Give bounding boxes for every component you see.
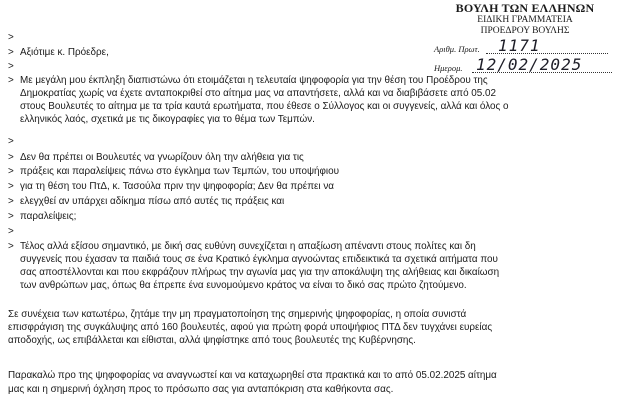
- stamp-title: ΒΟΥΛΗ ΤΩΝ ΕΛΛΗΝΩΝ: [455, 1, 595, 15]
- paragraph-4-line-3: αποδοχής, ως επιβάλλεται και είθισται, αλλά ψηφίστηκε από τους βουλευτές της Κυβέρνησης.: [8, 335, 416, 346]
- quote-marker: >: [8, 226, 14, 237]
- quote-marker: >: [8, 166, 14, 177]
- stamp-secretariat: ΕΙΔΙΚΗ ΓΡΑΜΜΑΤΕΙΑ: [477, 15, 573, 25]
- paragraph-1-line-3: στους Βουλευτές το αίτημα με τα τρία καυτά ερωτήματα, που έθεσε ο Σύλλογος και οι συγγενείς, αλλά και όλος ο: [20, 101, 509, 112]
- paragraph-4-line-1: Σε συνέχεια των κατωτέρω, ζητάμε την μη πραγματοποίηση της σημερινής ψηφοφορίας, η οποία συνιστά: [8, 309, 467, 320]
- paragraph-5-line-2: μας και η σημερινή όχληση προς το πρόσωπο σας για ανταπόκριση στα καθήκοντα σας.: [8, 384, 394, 395]
- paragraph-2-line-5: παραλείψεις;: [20, 211, 77, 222]
- quote-marker: >: [8, 47, 14, 58]
- quote-marker: >: [8, 241, 14, 252]
- stamp-office: ΠΡΟΕΔΡΟΥ ΒΟΥΛΗΣ: [480, 26, 570, 36]
- paragraph-3-line-1: Τέλος αλλά εξίσου σημαντικό, με δική σας ευθύνη συνεχίζεται η απαξίωση απέναντι στους πολίτες και δη: [20, 241, 476, 252]
- quote-marker: >: [8, 211, 14, 222]
- paragraph-2-line-1: Δεν θα πρέπει οι Βουλευτές να γνωρίζουν όλη την αλήθεια για τις: [20, 152, 304, 163]
- paragraph-2-line-3: για τη θέση του ΠτΔ, κ. Τασούλα πριν την ψηφοφορία; Δεν θα πρέπει να: [20, 181, 335, 192]
- paragraph-1-line-1: Με μεγάλη μου έκπληξη διαπιστώνω ότι ετοιμάζεται η τελευταία ψηφοφορία για την θέση του Προέδρου της: [20, 75, 488, 86]
- quote-marker: >: [8, 136, 14, 147]
- salutation: Αξιότιμε κ. Πρόεδρε,: [20, 47, 109, 58]
- parliament-stamp: [418, 2, 632, 37]
- stamp-date-value: 12/02/2025: [476, 55, 583, 74]
- quote-marker: >: [8, 152, 14, 163]
- quote-marker: >: [8, 181, 14, 192]
- paragraph-1-line-2: Δημοκρατίας χωρίς να έχετε ανταποκριθεί στο αίτημα μας να απαντήσετε, αλλά και να διαβιβάσετε από 05.02: [20, 88, 497, 99]
- paragraph-3-line-2: συγγενείς που έχασαν τα παιδιά τους σε ένα Κρατικό έγκλημα αγνοώντας επιδεικτικά τα σχετικά αιτήματα που: [20, 254, 498, 265]
- paragraph-5-line-1: Παρακαλώ προ της ψηφοφορίας να αναγνωστεί και να καταχωρηθεί στα πρακτικά και το από 05.02.2025 αίτημα: [8, 370, 497, 381]
- paragraph-3-line-4: των ανθρώπων μας, όπως θα έπρεπε ένα ευνομούμενο κράτος να είναι το δικό σας πρώτο ζητούμενο.: [20, 280, 467, 291]
- paragraph-2-line-2: πράξεις και παραλείψεις πάνω στο έγκλημα των Τεμπών, του υποψήφιου: [20, 166, 340, 177]
- quote-marker: >: [8, 32, 14, 43]
- stamp-protocol-number: 1171: [498, 36, 541, 55]
- paragraph-3-line-3: σας αποστέλλονται και που εκφράζουν πλήρως την αγωνία μας για την αποκάλυψη της αλήθειας και δικαίωση: [20, 267, 500, 278]
- quote-marker: >: [8, 61, 14, 72]
- stamp-protocol-label: Αριθμ. Πρωτ.: [434, 44, 480, 54]
- paragraph-4-line-2: επισφράγιση της συγκάλυψης από 160 βουλευτές, αφού για πρώτη φορά υποψήφιος ΠΤΔ δεν τυγχάνει ευρείας: [8, 322, 493, 333]
- stamp-date-label: Ημερομ.: [434, 63, 463, 73]
- quote-marker: >: [8, 196, 14, 207]
- quote-marker: >: [8, 75, 14, 86]
- paragraph-1-line-4: ελληνικός λαός, σχετικά με τις δικογραφίες για το θέμα των Τεμπών.: [20, 114, 315, 125]
- paragraph-2-line-4: ελεγχθεί αν υπάρχει αδίκημα πίσω από αυτές τις πράξεις και: [20, 196, 285, 207]
